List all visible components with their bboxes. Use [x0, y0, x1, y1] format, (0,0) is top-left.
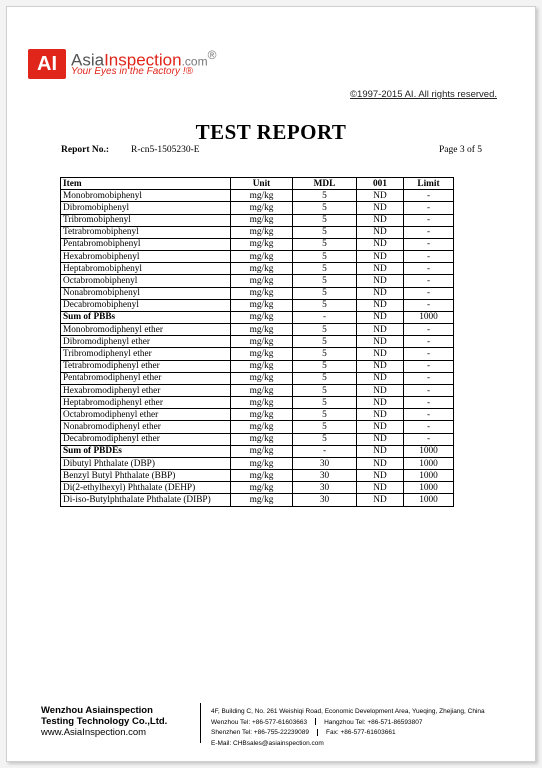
- footer-separator: [317, 729, 318, 736]
- cell-unit: mg/kg: [231, 226, 293, 238]
- table-body: [61, 190, 454, 506]
- cell-item: Heptabromodiphenyl ether: [61, 397, 231, 409]
- cell-unit: mg/kg: [231, 397, 293, 409]
- logo-word-asia: Asia: [71, 50, 105, 70]
- cell-item: Heptabromobiphenyl: [61, 263, 231, 275]
- cell-mdl: 5: [293, 348, 357, 360]
- cell-001: ND: [357, 311, 404, 323]
- cell-001: ND: [357, 251, 404, 263]
- table-row: [61, 202, 454, 214]
- cell-item: Tetrabromobiphenyl: [61, 226, 231, 238]
- company-name-line1: Wenzhou Asiainspection: [41, 705, 153, 716]
- cell-unit: mg/kg: [231, 263, 293, 275]
- cell-mdl: 5: [293, 324, 357, 336]
- cell-limit: -: [404, 348, 454, 360]
- cell-unit: mg/kg: [231, 214, 293, 226]
- cell-unit: mg/kg: [231, 336, 293, 348]
- cell-item: Hexabromodiphenyl ether: [61, 384, 231, 396]
- cell-001: ND: [357, 409, 404, 421]
- table-row: [61, 190, 454, 202]
- cell-unit: mg/kg: [231, 190, 293, 202]
- report-no-value: R-cn5-1505230-E: [131, 145, 200, 155]
- cell-mdl: 5: [293, 360, 357, 372]
- cell-001: ND: [357, 482, 404, 494]
- cell-limit: -: [404, 287, 454, 299]
- cell-unit: mg/kg: [231, 470, 293, 482]
- page-number: Page 3 of 5: [438, 145, 482, 155]
- footer-contact: [211, 707, 485, 749]
- cell-item: Pentabromodiphenyl ether: [61, 372, 231, 384]
- cell-mdl: 5: [293, 372, 357, 384]
- cell-001: ND: [357, 360, 404, 372]
- cell-limit: 1000: [404, 482, 454, 494]
- cell-item: Sum of PBBs: [61, 311, 231, 323]
- cell-unit: mg/kg: [231, 299, 293, 311]
- report-no-label: Report No.:: [61, 145, 110, 155]
- table-row: [61, 226, 454, 238]
- cell-item: Tribromodiphenyl ether: [61, 348, 231, 360]
- cell-limit: -: [404, 214, 454, 226]
- cell-unit: mg/kg: [231, 202, 293, 214]
- header-limit: Limit: [404, 178, 454, 190]
- cell-001: ND: [357, 263, 404, 275]
- cell-001: ND: [357, 397, 404, 409]
- cell-001: ND: [357, 190, 404, 202]
- cell-limit: -: [404, 336, 454, 348]
- table-row: [61, 299, 454, 311]
- cell-mdl: 30: [293, 457, 357, 469]
- cell-001: ND: [357, 421, 404, 433]
- cell-item: Di-iso-Butylphthalate Phthalate (DIBP): [61, 494, 231, 506]
- cell-mdl: 5: [293, 275, 357, 287]
- header-unit: Unit: [231, 178, 293, 190]
- cell-unit: mg/kg: [231, 494, 293, 506]
- cell-item: Decabromobiphenyl: [61, 299, 231, 311]
- cell-mdl: 30: [293, 494, 357, 506]
- test-results-table: [60, 177, 454, 507]
- table-row: [61, 482, 454, 494]
- cell-item: Dibutyl Phthalate (DBP): [61, 457, 231, 469]
- cell-limit: 1000: [404, 311, 454, 323]
- table-row: [61, 372, 454, 384]
- cell-unit: mg/kg: [231, 348, 293, 360]
- cell-item: Sum of PBDEs: [61, 445, 231, 457]
- cell-001: ND: [357, 494, 404, 506]
- cell-001: ND: [357, 457, 404, 469]
- cell-001: ND: [357, 299, 404, 311]
- cell-item: Decabromodiphenyl ether: [61, 433, 231, 445]
- cell-unit: mg/kg: [231, 275, 293, 287]
- cell-limit: -: [404, 324, 454, 336]
- cell-mdl: 5: [293, 263, 357, 275]
- report-title: TEST REPORT: [195, 120, 347, 144]
- table-row: [61, 251, 454, 263]
- cell-mdl: -: [293, 311, 357, 323]
- footer-divider: [200, 703, 201, 743]
- cell-mdl: 5: [293, 299, 357, 311]
- cell-unit: mg/kg: [231, 409, 293, 421]
- cell-limit: -: [404, 360, 454, 372]
- cell-item: Pentabromobiphenyl: [61, 238, 231, 250]
- cell-limit: -: [404, 190, 454, 202]
- cell-unit: mg/kg: [231, 311, 293, 323]
- cell-001: ND: [357, 470, 404, 482]
- cell-mdl: 5: [293, 409, 357, 421]
- cell-mdl: 5: [293, 202, 357, 214]
- cell-limit: -: [404, 421, 454, 433]
- cell-mdl: -: [293, 445, 357, 457]
- table-row: [61, 397, 454, 409]
- table-row: [61, 324, 454, 336]
- cell-limit: 1000: [404, 445, 454, 457]
- cell-unit: mg/kg: [231, 324, 293, 336]
- cell-item: Octabromobiphenyl: [61, 275, 231, 287]
- report-page: [6, 6, 536, 762]
- cell-limit: -: [404, 384, 454, 396]
- cell-limit: -: [404, 263, 454, 275]
- logo-word-dotcom: .com: [181, 54, 208, 69]
- header-item: Item: [61, 178, 231, 190]
- cell-mdl: 5: [293, 336, 357, 348]
- hangzhou-tel: Hangzhou Tel: +86-571-86593807: [324, 718, 423, 726]
- cell-limit: -: [404, 397, 454, 409]
- cell-001: ND: [357, 214, 404, 226]
- cell-001: ND: [357, 226, 404, 238]
- footer-phone-line1: [211, 718, 485, 729]
- table-row: [61, 360, 454, 372]
- cell-limit: -: [404, 409, 454, 421]
- logo-word-inspection: Inspection: [104, 50, 182, 70]
- table-row: [61, 311, 454, 323]
- table-row: [61, 470, 454, 482]
- cell-001: ND: [357, 324, 404, 336]
- cell-001: ND: [357, 202, 404, 214]
- cell-item: Dibromodiphenyl ether: [61, 336, 231, 348]
- cell-001: ND: [357, 336, 404, 348]
- cell-mdl: 5: [293, 384, 357, 396]
- fax-number: Fax: +86-577-61603661: [326, 729, 396, 736]
- cell-unit: mg/kg: [231, 287, 293, 299]
- cell-001: ND: [357, 384, 404, 396]
- table-row: [61, 348, 454, 360]
- cell-001: ND: [357, 287, 404, 299]
- header-001: 001: [357, 178, 404, 190]
- cell-mdl: 5: [293, 238, 357, 250]
- cell-limit: -: [404, 238, 454, 250]
- table-row: [61, 263, 454, 275]
- cell-item: Octabromodiphenyl ether: [61, 409, 231, 421]
- cell-mdl: 5: [293, 397, 357, 409]
- cell-mdl: 5: [293, 190, 357, 202]
- cell-item: Monobromodiphenyl ether: [61, 324, 231, 336]
- footer-email: E-Mail: CHBsales@asiainspection.com: [211, 739, 324, 747]
- cell-limit: -: [404, 251, 454, 263]
- table-row: [61, 336, 454, 348]
- cell-unit: mg/kg: [231, 251, 293, 263]
- cell-item: Benzyl Butyl Phthalate (BBP): [61, 470, 231, 482]
- logo-mark: AI: [28, 49, 66, 79]
- company-name-line2: Testing Technology Co.,Ltd.: [41, 716, 168, 727]
- table-row: [61, 421, 454, 433]
- cell-limit: 1000: [404, 457, 454, 469]
- wenzhou-tel: Wenzhou Tel: +86-577-61603663: [211, 718, 308, 726]
- cell-001: ND: [357, 275, 404, 287]
- cell-unit: mg/kg: [231, 482, 293, 494]
- copyright-notice: ©1997-2015 AI. All rights reserved.: [350, 89, 497, 100]
- table-row: [61, 409, 454, 421]
- cell-item: Tribromobiphenyl: [61, 214, 231, 226]
- cell-mdl: 30: [293, 470, 357, 482]
- cell-001: ND: [357, 433, 404, 445]
- cell-item: Monobromobiphenyl: [61, 190, 231, 202]
- cell-item: Hexabromobiphenyl: [61, 251, 231, 263]
- cell-item: Nonabromobiphenyl: [61, 287, 231, 299]
- cell-limit: 1000: [404, 494, 454, 506]
- footer-phone-line2: [211, 728, 485, 739]
- footer-address: 4F, Building C, No. 261 Weishiqi Road, Economic Development Area, Yueqing, Zhejiang, China: [211, 708, 485, 715]
- cell-mdl: 5: [293, 421, 357, 433]
- cell-001: ND: [357, 348, 404, 360]
- cell-limit: -: [404, 202, 454, 214]
- cell-limit: -: [404, 226, 454, 238]
- cell-unit: mg/kg: [231, 384, 293, 396]
- logo-trademark: ®: [207, 48, 217, 62]
- table-row: [61, 238, 454, 250]
- table-row: [61, 384, 454, 396]
- cell-unit: mg/kg: [231, 360, 293, 372]
- cell-001: ND: [357, 238, 404, 250]
- cell-unit: mg/kg: [231, 445, 293, 457]
- table-row: [61, 445, 454, 457]
- cell-unit: mg/kg: [231, 238, 293, 250]
- table-row: [61, 275, 454, 287]
- cell-mdl: 5: [293, 214, 357, 226]
- footer-company: [41, 705, 167, 738]
- cell-unit: mg/kg: [231, 433, 293, 445]
- cell-mdl: 5: [293, 433, 357, 445]
- cell-unit: mg/kg: [231, 372, 293, 384]
- cell-limit: -: [404, 299, 454, 311]
- cell-limit: -: [404, 275, 454, 287]
- table-row: [61, 214, 454, 226]
- cell-item: Nonabromodiphenyl ether: [61, 421, 231, 433]
- logo-tagline: Your Eyes in the Factory !®: [71, 66, 193, 77]
- cell-item: Dibromobiphenyl: [61, 202, 231, 214]
- cell-item: Di(2-ethylhexyl) Phthalate (DEHP): [61, 482, 231, 494]
- cell-limit: -: [404, 433, 454, 445]
- cell-mdl: 5: [293, 287, 357, 299]
- table-row: [61, 433, 454, 445]
- cell-unit: mg/kg: [231, 457, 293, 469]
- cell-limit: -: [404, 372, 454, 384]
- cell-limit: 1000: [404, 470, 454, 482]
- shenzhen-tel: Shenzhen Tel: +86-755-22239089: [211, 729, 310, 736]
- table-row: [61, 287, 454, 299]
- cell-001: ND: [357, 372, 404, 384]
- table-row: [61, 457, 454, 469]
- footer-separator: [315, 718, 316, 725]
- table-header-row: [61, 178, 454, 190]
- cell-mdl: 30: [293, 482, 357, 494]
- cell-item: Tetrabromodiphenyl ether: [61, 360, 231, 372]
- company-website: www.AsiaInspection.com: [41, 727, 147, 738]
- cell-001: ND: [357, 445, 404, 457]
- header-mdl: MDL: [293, 178, 357, 190]
- cell-mdl: 5: [293, 251, 357, 263]
- cell-unit: mg/kg: [231, 421, 293, 433]
- cell-mdl: 5: [293, 226, 357, 238]
- table-row: [61, 494, 454, 506]
